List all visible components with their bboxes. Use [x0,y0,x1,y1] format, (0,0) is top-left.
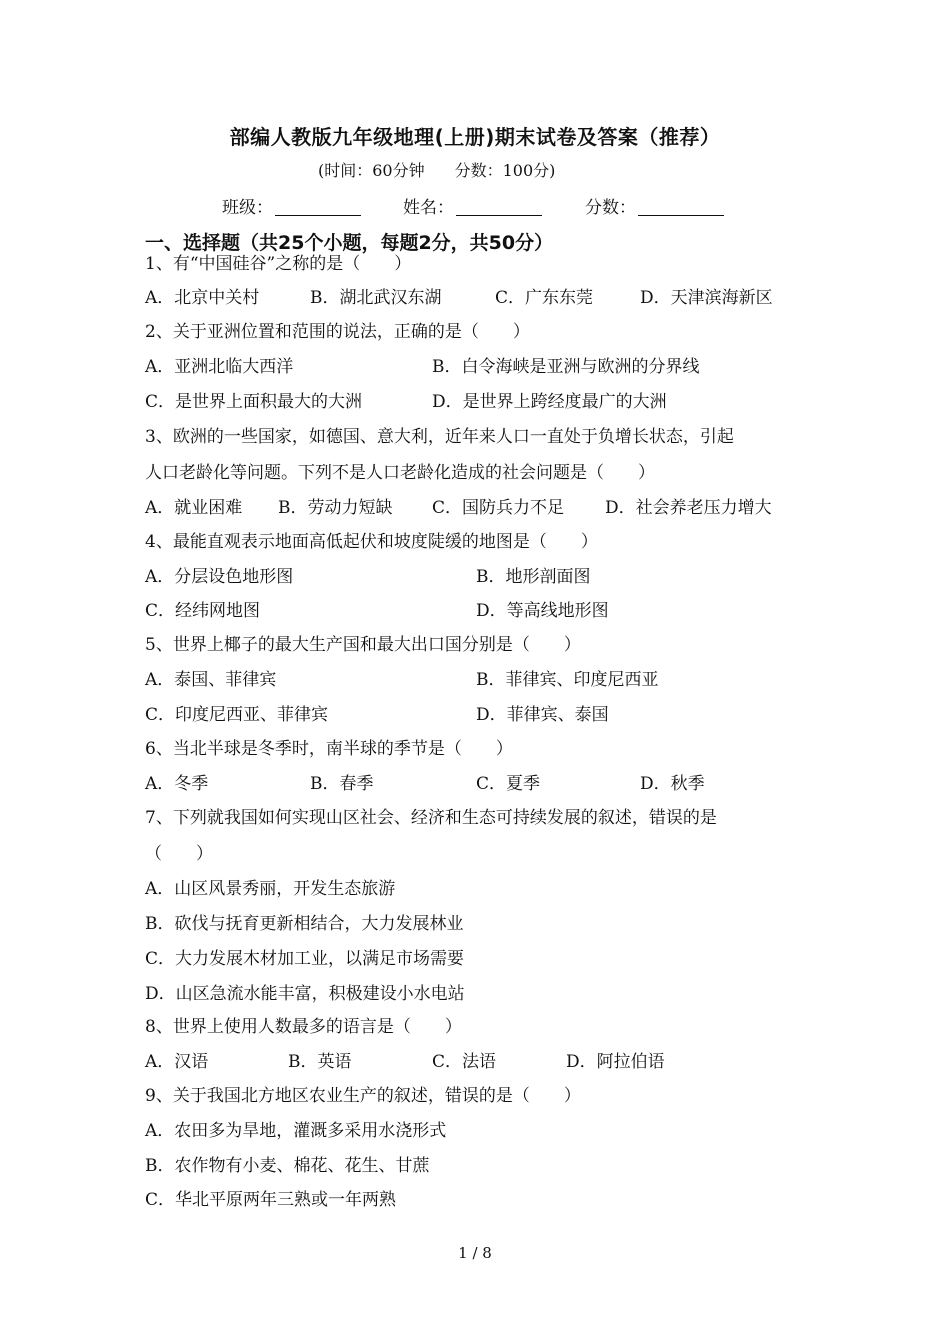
class-label: 班级： [222,198,273,218]
question-8-stem: 8、世界上使用人数最多的语言是（ ） [145,1017,462,1037]
q6-option-c: C．夏季 [476,774,541,794]
total-score: 分数：100分) [454,161,556,180]
question-3-stem-cont: 人口老龄化等问题。下列不是人口老龄化造成的社会问题是（ ） [145,463,655,483]
question-3-stem: 3、欧洲的一些国家，如德国、意大利，近年来人口一直处于负增长状态，引起 [145,427,734,447]
q4-option-d: D．等高线地形图 [476,601,609,621]
question-9-stem: 9、关于我国北方地区农业生产的叙述，错误的是（ ） [145,1086,581,1106]
q7-option-d: D．山区急流水能丰富，积极建设小水电站 [145,984,465,1004]
question-4-stem: 4、最能直观表示地面高低起伏和坡度陡缓的地图是（ ） [145,532,598,552]
q6-option-a: A．冬季 [145,774,209,794]
name-label: 姓名： [403,198,454,218]
q5-option-c: C．印度尼西亚、菲律宾 [145,705,329,725]
name-blank[interactable] [456,199,542,216]
q3-option-c: C．国防兵力不足 [432,498,565,518]
q5-option-a: A．泰国、菲律宾 [145,670,277,690]
q5-option-d: D．菲律宾、泰国 [476,705,609,725]
page-number: 1 / 8 [458,1244,492,1262]
q2-option-c: C．是世界上面积最大的大洲 [145,392,363,412]
page-title: 部编人教版九年级地理(上册)期末试卷及答案（推荐） [229,125,721,149]
question-7-stem-cont: （ ） [145,844,213,864]
question-6-stem: 6、当北半球是冬季时，南半球的季节是（ ） [145,739,513,759]
q2-option-a: A．亚洲北临大西洋 [145,357,294,377]
q6-option-d: D．秋季 [640,774,705,794]
section-title: 一、选择题（共25个小题，每题2分，共50分） [145,232,554,254]
question-5-stem: 5、世界上椰子的最大生产国和最大出口国分别是（ ） [145,635,581,655]
q9-option-c: C．华北平原两年三熟或一年两熟 [145,1190,397,1210]
q1-option-b: B．湖北武汉东湖 [310,288,442,308]
class-field[interactable] [222,193,361,218]
q7-option-a: A．山区风景秀丽，开发生态旅游 [145,879,396,899]
q2-option-b: B．白令海峡是亚洲与欧洲的分界线 [432,357,700,377]
q9-option-a: A．农田多为旱地，灌溉多采用水浇形式 [145,1121,447,1141]
q8-option-c: C．法语 [432,1052,497,1072]
q8-option-a: A．汉语 [145,1052,209,1072]
exam-meta [318,158,585,181]
q1-option-d: D．天津滨海新区 [640,288,773,308]
q3-option-d: D．社会养老压力增大 [605,498,772,518]
q7-option-c: C．大力发展木材加工业，以满足市场需要 [145,949,465,969]
question-7-stem: 7、下列就我国如何实现山区社会、经济和生态可持续发展的叙述，错误的是 [145,808,717,828]
q7-option-b: B．砍伐与抚育更新相结合，大力发展林业 [145,914,464,934]
q4-option-b: B．地形剖面图 [476,567,591,587]
time-limit: (时间：60分钟 [318,161,425,180]
q4-option-c: C．经纬网地图 [145,601,261,621]
q8-option-d: D．阿拉伯语 [566,1052,665,1072]
name-field[interactable] [403,193,542,218]
q3-option-b: B．劳动力短缺 [278,498,393,518]
q5-option-b: B．菲律宾、印度尼西亚 [476,670,659,690]
score-label: 分数： [585,198,636,218]
q8-option-b: B．英语 [288,1052,352,1072]
score-field[interactable] [585,193,724,218]
q3-option-a: A．就业困难 [145,498,243,518]
q2-option-d: D．是世界上跨经度最广的大洲 [432,392,667,412]
q1-option-c: C．广东东莞 [495,288,594,308]
class-blank[interactable] [275,199,361,216]
q4-option-a: A．分层设色地形图 [145,567,294,587]
q9-option-b: B．农作物有小麦、棉花、花生、甘蔗 [145,1156,430,1176]
question-1-stem: 1、有“中国硅谷”之称的是（ ） [145,254,412,274]
q6-option-b: B．春季 [310,774,374,794]
q1-option-a: A．北京中关村 [145,288,260,308]
score-blank[interactable] [638,199,724,216]
question-2-stem: 2、关于亚洲位置和范围的说法，正确的是（ ） [145,322,530,342]
